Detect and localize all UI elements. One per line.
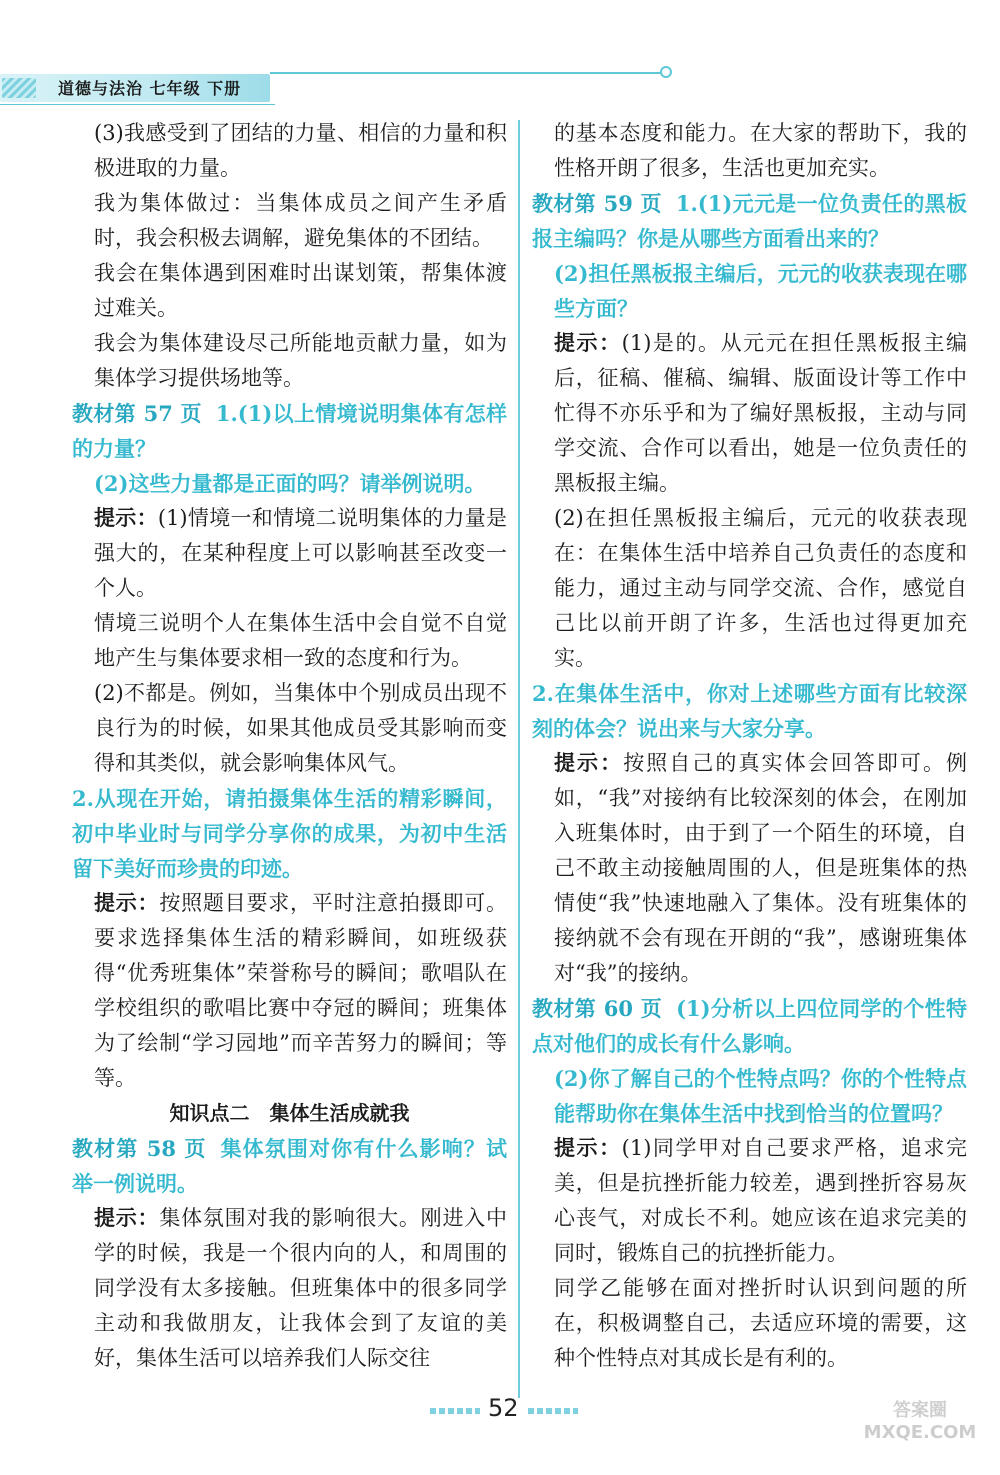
page-number: 52 — [488, 1394, 519, 1422]
footer-decoration-right — [528, 1408, 578, 1414]
header-decoration-icon — [2, 78, 36, 98]
paragraph: 我为集体做过：当集体成员之间产生矛盾时，我会积极去调解，避免集体的不团结。 — [94, 191, 507, 250]
textbook-page-ref: 教材第 57 页 — [72, 401, 202, 426]
answer-57-1: 提示：(1)情境一和情境二说明集体的力量是强大的，在某种程度上可以影响甚至改变一个人。 — [94, 506, 507, 600]
answer-59-1: 提示：(1)是的。从元元在担任黑板报主编后，征稿、催稿、编辑、版面设计等工作中忙得不亦乐乎和为了编好黑板报，主动与同学交流、合作可以看出，她是一位负责任的黑板报主编。 — [554, 331, 968, 495]
question-60-1: 教材第 60 页 (1)分析以上四位同学的个性特点对他们的成长有什么影响。 — [532, 996, 967, 1056]
textbook-page-ref: 教材第 59 页 — [532, 191, 662, 216]
answer-2: 提示：按照题目要求，平时注意拍摄即可。要求选择集体生活的精彩瞬间，如班级获得“优秀班集体”荣誉称号的瞬间；歌唱队在学校组织的歌唱比赛中夺冠的瞬间；班集体为了绘制“学习园地”而辛苦努力的瞬间；等等。 — [94, 891, 508, 1090]
question-60-2: (2)你了解自己的个性特点吗？你的个性特点能帮助你在集体生活中找到恰当的位置吗？ — [554, 1066, 967, 1126]
watermark-logo: 答案圈 MXQE.COM — [863, 1400, 977, 1443]
right-column — [532, 116, 967, 1376]
answer-58: 提示：集体氛围对我的影响很大。刚进入中学的时候，我是一个很内向的人，和周围的同学没有太多接触。但班集体中的很多同学主动和我做朋友，让我体会到了友谊的美好，集体生活可以培养我们人际交往 — [94, 1206, 508, 1370]
paragraph: (3)我感受到了团结的力量、相信的力量和积极进取的力量。 — [94, 121, 507, 180]
textbook-page-ref: 教材第 58 页 — [72, 1136, 207, 1161]
question-58: 教材第 58 页 集体氛围对你有什么影响？试举一例说明。 — [72, 1136, 507, 1196]
paragraph: 的基本态度和能力。在大家的帮助下，我的性格开朗了很多，生活也更加充实。 — [554, 121, 967, 180]
page-footer — [0, 1392, 1000, 1443]
header-circle-icon — [660, 66, 672, 78]
answer-59-2: (2)在担任黑板报主编后，元元的收获表现在：在集体生活中培养自己负责任的态度和能力，通过主动与同学交流、合作，感觉自己比以前开朗了许多，生活也过得更加充实。 — [554, 506, 967, 670]
paragraph: 情境三说明个人在集体生活中会自觉不自觉地产生与集体要求相一致的态度和行为。 — [94, 611, 507, 670]
question-57-2: (2)这些力量都是正面的吗？请举例说明。 — [94, 471, 486, 496]
section-heading: 知识点二 集体生活成就我 — [169, 1101, 410, 1125]
textbook-page-ref: 教材第 60 页 — [532, 996, 663, 1021]
question-2-right: 2.在集体生活中，你对上述哪些方面有比较深刻的体会？说出来与大家分享。 — [532, 681, 967, 741]
answer-60-1: 提示：(1)同学甲对自己要求严格，追求完美，但是抗挫折能力较差，遇到挫折容易灰心丧气，对成长不利。她应该在追求完美的同时，锻炼自己的抗挫折能力。 — [554, 1136, 968, 1265]
book-title: 道德与法治 七年级 下册 — [58, 79, 242, 98]
header-rule — [270, 72, 662, 74]
paragraph: 同学乙能够在面对挫折时认识到问题的所在，积极调整自己，去适应环境的需要，这种个性特点对其成长是有利的。 — [554, 1276, 967, 1370]
question-59-2: (2)担任黑板报主编后，元元的收获表现在哪些方面？ — [554, 261, 967, 321]
column-divider — [518, 120, 520, 1398]
paragraph: 我会为集体建设尽己所能地贡献力量，如为集体学习提供场地等。 — [94, 331, 507, 390]
paragraph: 我会在集体遇到困难时出谋划策，帮集体渡过难关。 — [94, 261, 507, 320]
question-2: 2.从现在开始，请拍摄集体生活的精彩瞬间，初中毕业时与同学分享你的成果，为初中生活留下美好而珍贵的印迹。 — [72, 786, 507, 881]
header-underline — [0, 104, 275, 105]
answer-2-right: 提示：按照自己的真实体会回答即可。例如，“我”对接纳有比较深刻的体会，在刚加入班集体时，由于到了一个陌生的环境，自己不敢主动接触周围的人，但是班集体的热情使“我”快速地融入了集体。没有班集体的接纳就不会有现在开朗的“我”，感谢班集体对“我”的接纳。 — [554, 751, 968, 985]
answer-57-2: (2)不都是。例如，当集体中个别成员出现不良行为的时候，如果其他成员受其影响而变得和其类似，就会影响集体风气。 — [94, 681, 507, 775]
footer-decoration-left — [430, 1408, 480, 1414]
question-59-1: 教材第 59 页 1.(1)元元是一位负责任的黑板报主编吗？你是从哪些方面看出来的？ — [532, 191, 967, 251]
left-column — [72, 116, 507, 1376]
question-57-1: 教材第 57 页 1.(1)以上情境说明集体有怎样的力量？ — [72, 401, 507, 461]
page-header — [0, 60, 1000, 110]
